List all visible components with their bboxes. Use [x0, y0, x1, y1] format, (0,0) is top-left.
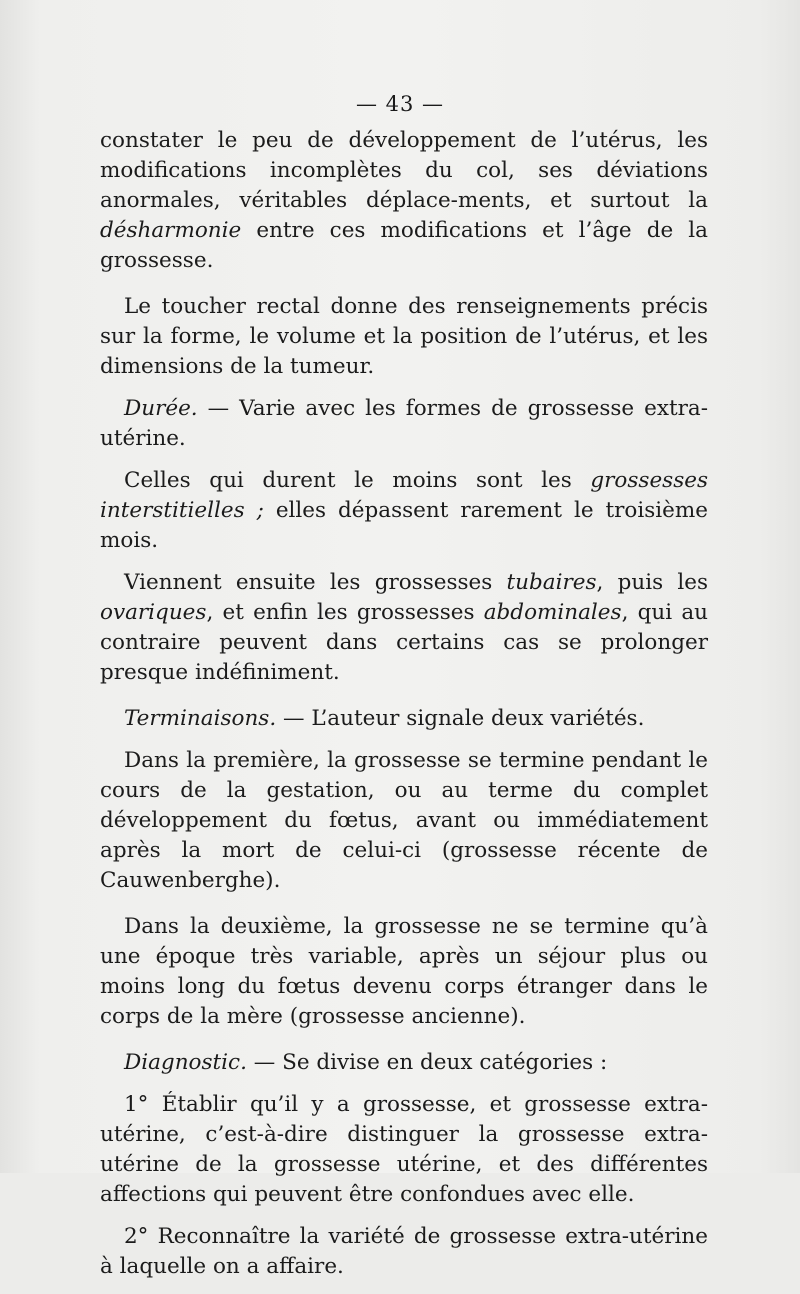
paragraph-1-text-a: constater le peu de développement de l’utérus, les modifications incomplètes du col, ses déviations anormales, véritables déplace-ments, et surtout la — [100, 128, 708, 213]
section-heading-diagnostic: Diagnostic. — [124, 1050, 247, 1075]
paragraph-11: 2° Reconnaître la variété de grossesse extra-utérine à laquelle on a affaire. — [100, 1224, 708, 1279]
body-text — [100, 126, 708, 1294]
paragraph-5-text-a: Viennent ensuite les grossesses — [124, 570, 507, 595]
paragraph-5-text-b: , puis les — [596, 570, 708, 595]
paragraph-5 — [100, 568, 708, 688]
paragraph-4 — [100, 466, 708, 556]
paragraph-1 — [100, 126, 708, 276]
paragraph-5-text-d: , qui au contraire peuvent dans certains cas se prolonger presque indéfiniment. — [100, 600, 708, 685]
paragraph-5-emphasis-1: tubaires — [506, 570, 597, 595]
paragraph-8: Dans la deuxième, la grossesse ne se termine qu’à une époque très variable, après un séjour plus ou moins long du fœtus devenu corps étranger dans le corps de la mère (grossesse ancienne). — [100, 914, 708, 1029]
paragraph-4-text-a: Celles qui durent le moins sont les — [124, 468, 591, 493]
section-heading-terminaisons: Terminaisons. — [124, 706, 277, 731]
paragraph-4-text-b: elles dépassent rarement le troisième mois. — [100, 498, 708, 553]
paragraph-6 — [100, 704, 708, 734]
paragraph-9-text: — Se divise en deux catégories : — [246, 1050, 608, 1075]
paragraph-4-emphasis: grossesses interstitielles ; — [100, 468, 708, 523]
paragraph-10: 1° Établir qu’il y a grossesse, et grossesse extra-utérine, c’est-à-dire distinguer la grossesse extra-utérine de la grossesse utérine, et des différentes affections qui peuvent être confondues avec elle. — [100, 1092, 708, 1207]
section-heading-duree: Durée. — [124, 396, 198, 421]
paragraph-1-emphasis: désharmonie — [100, 218, 242, 243]
paragraph-2: Le toucher rectal donne des renseignements précis sur la forme, le volume et la position de l’utérus, et les dimensions de la tumeur. — [100, 294, 708, 379]
paragraph-5-text-c: , et enfin les grossesses — [206, 600, 484, 625]
paragraph-3-text: — Varie avec les formes de grossesse extra-utérine. — [100, 396, 708, 451]
paragraph-5-emphasis-3: abdominales — [483, 600, 622, 625]
paragraph-7: Dans la première, la grossesse se termine pendant le cours de la gestation, ou au terme du complet développement du fœtus, avant ou immédiatement après la mort de celui-ci (grossesse récente de Cauwenberghe). — [100, 748, 708, 893]
paragraph-1-text-b: entre ces modifications et l’âge de la grossesse. — [100, 218, 708, 273]
paragraph-5-emphasis-2: ovariques — [100, 600, 207, 625]
paragraph-9 — [100, 1048, 708, 1078]
paragraph-3 — [100, 394, 708, 454]
page-number: — 43 — — [355, 92, 445, 116]
paragraph-6-text: — L’auteur signale deux variétés. — [276, 706, 645, 731]
